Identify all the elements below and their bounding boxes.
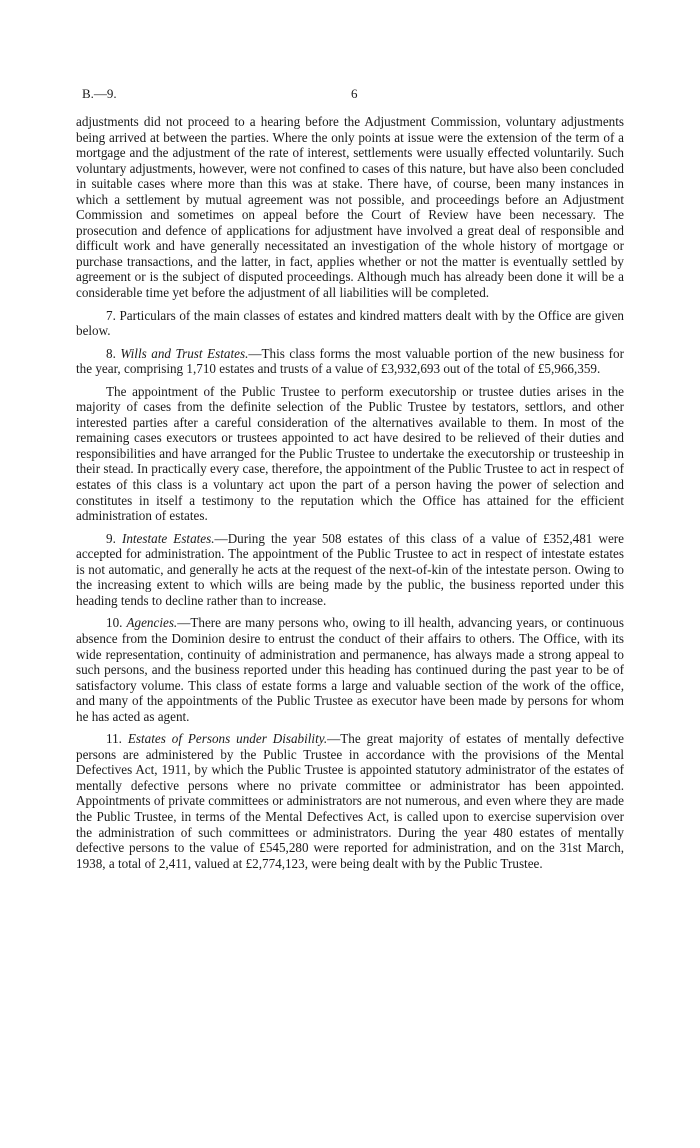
paragraph-8-continued (76, 384, 624, 524)
paragraph-number: 7. (106, 307, 116, 323)
paragraph-text: The appointment of the Public Trustee to perform executorship or trustee duties arises in the majority of cases from the definite selection of the Public Trustee by testators, settlors, and other interested parties after a careful consideration of the alternatives available to them. In most of the remaining cases executors or trustees appointed to act have desired to be relieved of their duties and responsibilities and have arranged for the Public Trustee to undertake the executorship or trusteeship in their stead. In practically every case, therefore, the appointment of the Public Trustee to act in respect of estates of this class is a voluntary act upon the part of a person having the power of selection and constitutes in itself a testimony to the reputation which the Office has attained for the efficient administration of estates. (76, 383, 624, 524)
paragraph-heading: Wills and Trust Estates. (120, 345, 249, 361)
page-number: 6 (351, 86, 358, 101)
paragraph-number: 10. (106, 615, 123, 631)
document-reference: B.—9. (82, 86, 117, 101)
paragraph-9 (76, 531, 624, 609)
paragraph-number: 11. (106, 731, 122, 747)
paragraph-7 (76, 308, 624, 339)
paragraph-heading: Agencies. (126, 615, 178, 631)
paragraph-number: 9. (106, 530, 116, 546)
paragraph-heading: Intestate Estates. (121, 530, 215, 546)
paragraph-text: —During the year 508 estates of this class of a value of £352,481 were accepted for administration. The appointment of the Public Trustee to act in respect of intestate estates is not automatic, and generally he acts at the request of the next-of-kin of the intestate person. Owing to the increasing extent to which wills are being made by the public, the business reported under this heading tends to decline rather than to increase. (76, 530, 624, 608)
paragraph-text: —The great majority of estates of mentally defective persons are administered by the Public Trustee in accordance with the provisions of the Mental Defectives Act, 1911, by which the Public Trustee is appointed statutory administrator of the estates of mentally defective persons where no private committee or administrator has been appointed. Appointments of private committees or administrators are not numerous, and even where they are made the Public Trustee, in terms of the Mental Defectives Act, is called upon to exercise supervision over the administration of such committees or administrators. During the year 480 estates of mentally defective persons to the value of £545,280 were reported for administration, and on the 31st March, 1938, a total of 2,411, valued at £2,774,123, were being dealt with by the Public Trustee. (76, 731, 624, 871)
paragraph-text: adjustments did not proceed to a hearing before the Adjustment Commission, voluntary adjustments being arrived at between the parties. Where the only points at issue were the extension of the term of a mortgage and the adjustment of the rate of interest, settlements were usually effected voluntarily. Such voluntary adjustments, however, were not confined to cases of this nature, but have also been concluded in suitable cases where more than this was at stake. There have, of course, been many instances in which a settlement by mutual agreement was not possible, and proceedings before an Adjustment Commission and sometimes on appeal before the Court of Review have been necessary. The prosecution and defence of applications for adjustment have involved a great deal of responsible and difficult work and have generally necessitated an investigation of the whole history of mortgage or purchase transactions, and the latter, in fact, applies whether or not the matter is eventually settled by agreement or is the subject of disputed proceedings. Although much has already been done it will be a considerable time yet before the adjustment of all liabilities will be completed. (76, 114, 624, 301)
paragraph-11 (76, 731, 624, 871)
paragraph-text: Particulars of the main classes of estates and kindred matters dealt with by the Office are given below. (76, 307, 624, 339)
paragraph-continuation (76, 114, 624, 301)
paragraph-8 (76, 346, 624, 377)
paragraph-text: —There are many persons who, owing to ill health, advancing years, or continuous absence from the Dominion desire to entrust the conduct of their affairs to others. The Office, with its wide representation, continuity of administration and permanence, has always made a strong appeal to such persons, and the business reported under this heading has continued during the past year to be of satisfactory volume. This class of estate forms a large and valuable section of the work of the office, and many of the appointments of the Public Trustee as executor have been made by persons for whom he has acted as agent. (76, 615, 624, 724)
document-body (76, 114, 624, 871)
paragraph-heading: Estates of Persons under Disability. (127, 731, 328, 747)
paragraph-number: 8. (106, 345, 116, 361)
paragraph-text: —This class forms the most valuable portion of the new business for the year, comprising 1,710 estates and trusts of a value of £3,932,693 out of the total of £5,966,359. (76, 345, 624, 377)
paragraph-10 (76, 615, 624, 724)
